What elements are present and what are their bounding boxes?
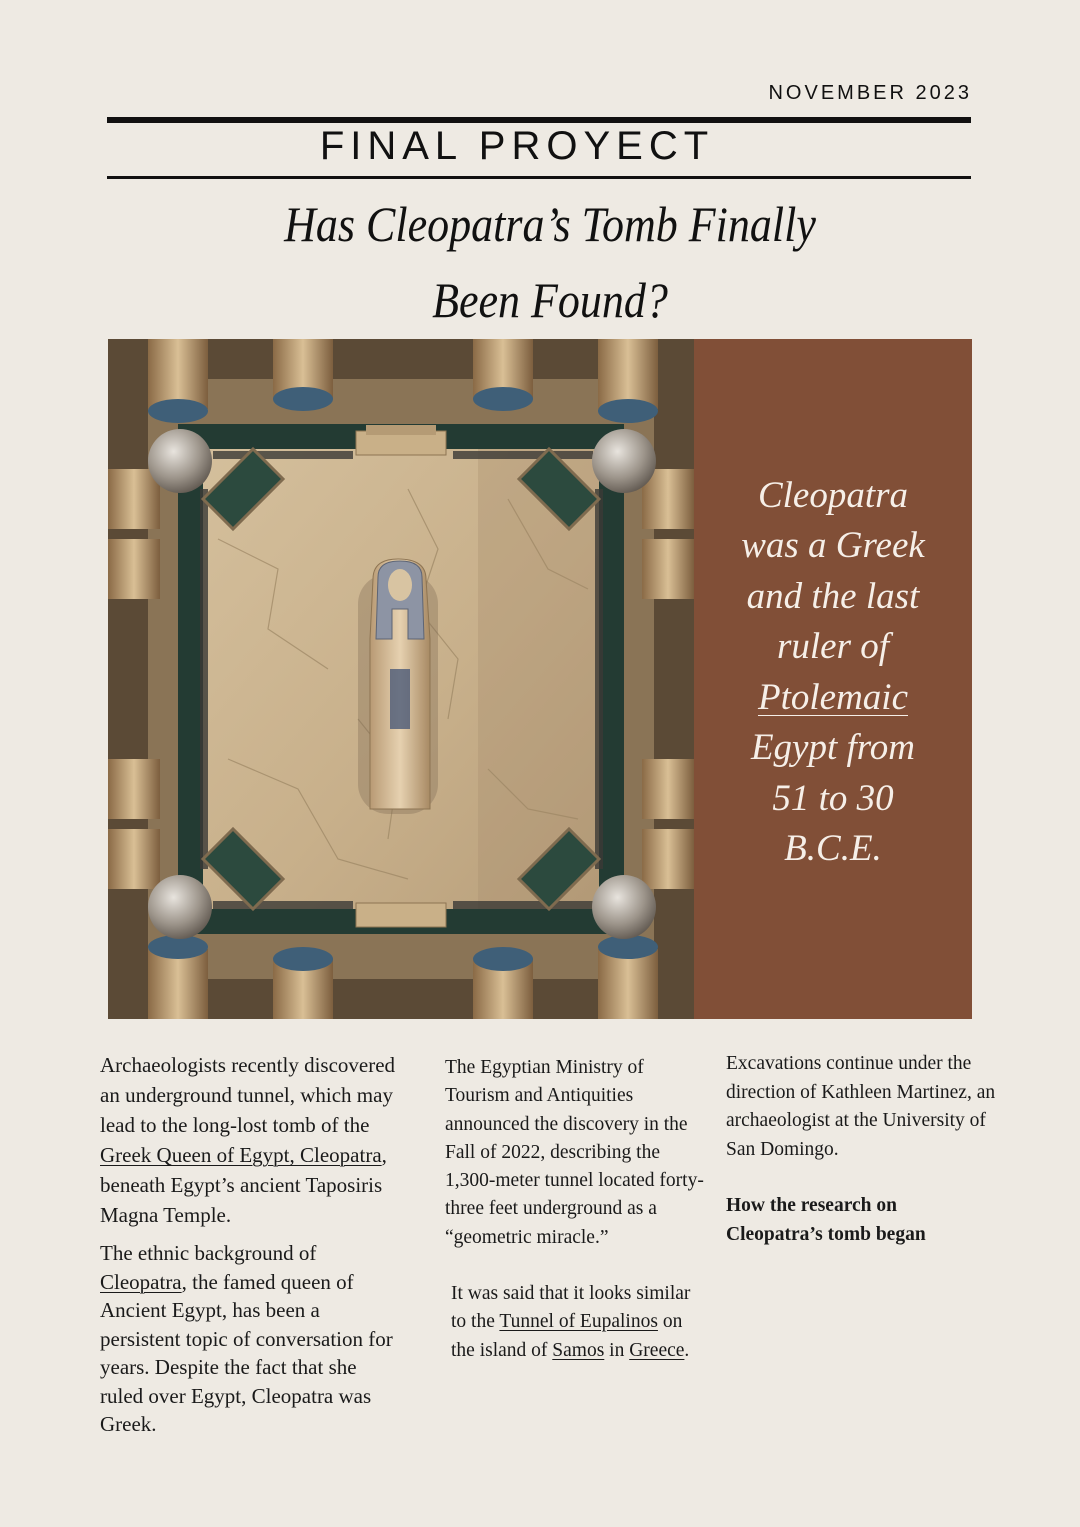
tomb-illustration	[108, 339, 694, 1019]
cleopatra-link[interactable]: Cleopatra	[100, 1269, 182, 1294]
samos-link[interactable]: Samos	[552, 1339, 605, 1361]
headline-line-2: Been Found?	[432, 272, 668, 328]
section-subheading: How the research on Cleopatra’s tomb began	[726, 1195, 926, 1245]
article-headline	[198, 186, 902, 338]
pull-quote-panel	[694, 339, 972, 1019]
paragraph: Archaeologists recently discovered an underground tunnel, which may lead to the long-lost tomb of the Greek Queen of Egypt, Cleopatra, beneath Egypt’s ancient Taposiris Magna Temple.	[100, 1053, 396, 1227]
issue-date: NOVEMBER 2023	[768, 82, 972, 104]
header-rule-top	[107, 117, 971, 123]
article-column-3	[726, 1050, 996, 1249]
header-rule-bottom	[107, 176, 971, 179]
article-column-2	[445, 1054, 705, 1365]
section-title: FINAL PROYECT	[319, 124, 715, 168]
pull-quote-line: B.C.E.	[784, 828, 882, 869]
pull-quote-line: ruler of	[776, 626, 890, 667]
ptolemaic-link[interactable]: Ptolemaic	[757, 676, 908, 718]
pull-quote-line: Egypt from	[750, 727, 916, 768]
pull-quote-line: Cleopatra	[757, 474, 909, 516]
pull-quote-line: was a Greek	[741, 525, 925, 566]
article-column-1	[100, 1050, 400, 1439]
paragraph: Excavations continue under the direction of Kathleen Martinez, an archaeologist at the University of San Domingo.	[726, 1053, 996, 1160]
greek-queen-link[interactable]: Greek Queen of Egypt, Cleopatra	[100, 1143, 382, 1167]
pull-quote	[723, 471, 943, 875]
pull-quote-line: and the last	[746, 575, 920, 617]
headline-line-1: Has Cleopatra’s Tomb Finally	[284, 196, 816, 252]
paragraph: It was said that it looks similar to the Tunnel of Eupalinos on the island of Samos in Greece.	[451, 1283, 691, 1361]
paragraph: The ethnic background of Cleopatra, the famed queen of Ancient Egypt, has been a persistent topic of conversation for years. Despite the fact that she ruled over Egypt, Cleopatra was Greek.	[100, 1241, 393, 1436]
pull-quote-line: 51 to 30	[772, 777, 894, 819]
tunnel-of-eupalinos-link[interactable]: Tunnel of Eupalinos	[499, 1311, 658, 1333]
paragraph: The Egyptian Ministry of Tourism and Antiquities announced the discovery in the Fall of 2022, describing the 1,300-meter tunnel located forty-three feet underground as a “geometric miracle.”	[445, 1057, 704, 1248]
greece-link[interactable]: Greece	[629, 1339, 685, 1361]
